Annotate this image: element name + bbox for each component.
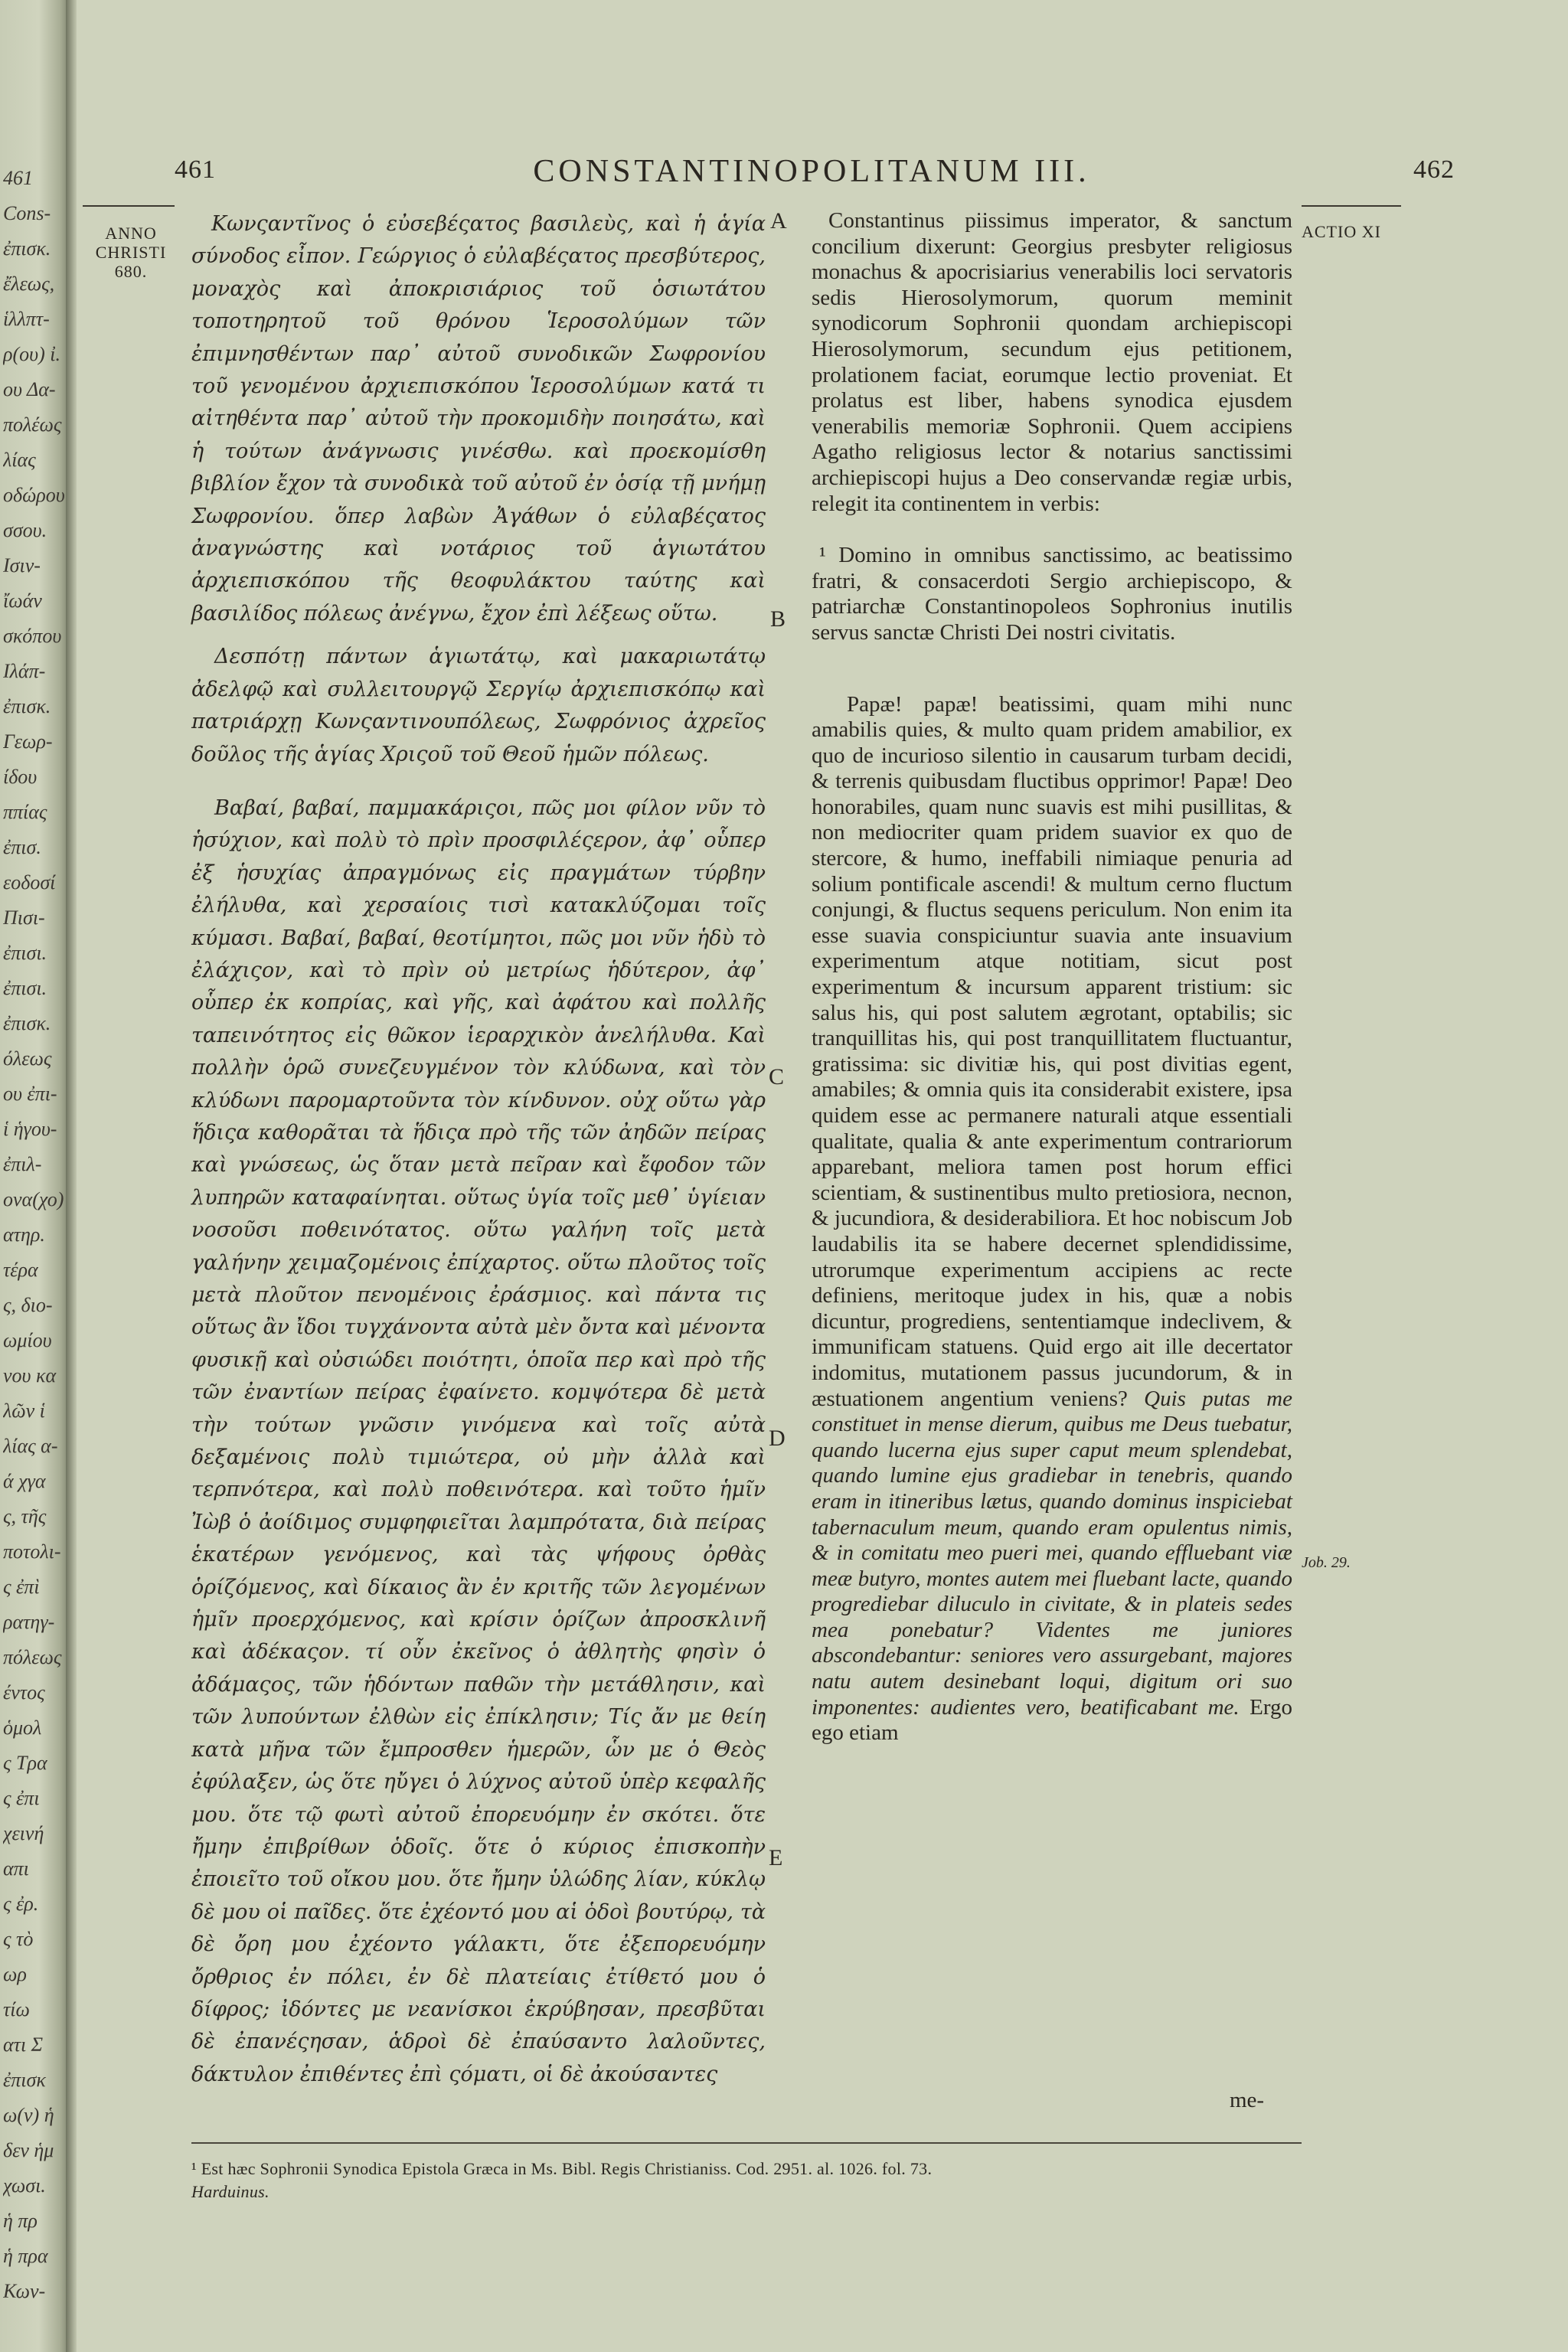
gutter-fragment: ίδου <box>3 766 38 788</box>
gutter-fragment: έντος <box>3 1681 45 1704</box>
latin-body-text: Papæ! papæ! beatissimi, quam mihi nunc amabilis quies, & multo quam pridem amabilior, ex quo de incurioso silentio in causarum turbam decidi, & terrenis quibusdam fluctibus opprimor! Papæ! Deo honorabiles, quam nunc suavis est mihi pusillitas, & non mediocriter quam pridem suavior ex quo de stercore, & humo, ineffabili nimiaque penuria ad solium pontificale ascendi! & multum cerno fluctum conjungi, & fluctus sequens periculum. Non enim ita esse suavia conspiciuntur suavia ante insuavium experimentum atque notitiam, sicut post experimentum & incursum apparent tristium: sic salus his, qui post salutem ægrotant, optabilis; sic tranquillitas his, qui post tranquillitatem fluctuantur, gratissima: sic divitiæ his, qui post divitias egent, amabiles; & omnia quis ita considerabit existere, ipsa quidem esse ac permanere naturali atque essentiali qualitate, qualia & ante experimentum contrariorum apparebant, meliora tamen post horum effici scientiam, & sustinentibus multo pretiosiora, necnon, & jucundiora, & desiderabiliora. Et hoc nobiscum Job laudabilis ita se habere decernet splendidissime, utrorumque experimentum accipiens ac recte definiens, meritoque judex in his, quæ a nobis dicuntur, progrediens, sententiamque indeclivem, & immunificam statuens. Quid ergo ait ille decertator indomitus, mutationem passus jucundorum, & in æstuationem angentium veniens? <box>812 691 1292 1411</box>
catchword: me- <box>1230 2088 1265 2112</box>
gutter-fragment: λίας α- <box>3 1435 58 1457</box>
gutter-fragment: ππίας <box>3 801 47 823</box>
gutter-fragment: πολέως <box>3 413 62 436</box>
section-mark-e: E <box>769 1845 783 1870</box>
gutter-fragment: Κων- <box>3 2280 46 2302</box>
latin-address-text: Domino in omnibus sanctissimo, ac beatissimo fratri, & consacerdoti Sergio archiepiscopo, & patriarchæ Constantinopoleos Sophronius inutilis servus sanctæ Christi Dei nostri civitatis. <box>812 543 1292 645</box>
gutter-fragment: Ισιν- <box>3 554 41 577</box>
gutter-fragment: ατι Σ <box>3 2034 44 2056</box>
gutter-fragment: τέρα <box>3 1259 38 1281</box>
gutter-fragment: ρατηγ- <box>3 1611 55 1633</box>
gutter-fragment: σκόπου <box>3 625 62 647</box>
anno-christi-note <box>86 224 176 281</box>
gutter-fragment: ἡ πρ <box>3 2210 38 2232</box>
greek-paragraph: Βαβαί, βαβαί, παμμακάριςοι, πῶς μοι φίλον νῦν τὸ ἡσύχιον, καὶ πολὺ τὸ πρὶν προσφιλέςερον, ἀφ᾽ οὗπερ ἐξ ἡσυχίας ἀπραγμόνως εἰς πραγμάτων τύρβην ἐλήλυθα, καὶ χερσαίοις τισὶ κατακλύζομαι τοῖς κύμασι. Βαβαί, βαβαί, θεοτίμητοι, πῶς μοι νῦν ἡδὺ τὸ ἐλάχιςον, καὶ τὸ πρὶν οὐ μετρίως ἡδύτερον, ἀφ᾽ οὗπερ ἐκ κοπρίας, καὶ γῆς, καὶ ἀφάτου καὶ πολλῆς ταπεινότητος εἰς θῶκον ἱεραρχικὸν ἀνελήλυθα. Καὶ πολλὴν ὁρῶ συνεζευγμένον τὸν κλύδωνα, καὶ τὸν κλύδωνι παρομαρτοῦντα τὸν κίνδυνον. οὐχ οὕτω γὰρ ἥδιςα καθορᾶται τὰ ἥδιςα πρὸ τῆς τῶν ἀηδῶν πείρας καὶ γνώσεως, ὡς ὅταν μετὰ πεῖραν καὶ ἔφοδον τῶν λυπηρῶν καταφαίνηται. οὕτως ὑγία τοῖς μεθ᾽ ὑγίειαν νοσοῦσι ποθεινότατος. οὕτω γαλήνη τοῖς μετὰ γαλήνην χειμαζομένοις ἐπίχαρτος. οὕτω πλοῦτος τοῖς μετὰ πλοῦτον πενομένοις ἐράσμιος. καὶ πάντα τις οὕτως ἂν ἴδοι τυγχάνοντα αὐτὰ μὲν ὄντα καὶ μένοντα φυσικῇ καὶ οὐσιώδει ποιότητι, ὁποῖα περ καὶ πρὸ τῆς τῶν ἐναντίων πείρας ἐφαίνετο. κομψότερα δὲ μετὰ τὴν τούτων γνῶσιν γινόμενα καὶ τοῖς αὐτὰ δεξαμένοις πολὺ τιμιώτερα, οὐ μὴν ἀλλὰ καὶ τερπνότερα, καὶ πολὺ ποθεινότερα. καὶ τοῦτο ἡμῖν Ἰὼβ ὁ ἀοίδιμος συμφηφιεῖται λαμπρότατα, διὰ πείρας ἑκατέρων γενόμενος, καὶ τὰς ψήφους ὀρθὰς ὁρίζόμενος, καὶ δίκαιος ἂν ἐν κριτῆς τῶν λεγομένων ἡμῖν προερχόμενος, καὶ κρίσιν ὁρίζων ἀπροσκλινῆ καὶ ἀδέκαςον. τί οὖν ἐκεῖνος ὁ ἀθλητὴς φησὶν ὁ ἀδάμαςος, τῶν ἡδόντων παθῶν τὴν μετάθλησιν, καὶ τῶν λυπούντων ἐλθὼν εἰς ἐπίκλησιν; Τίς ἄν με θείη κατὰ μῆνα τῶν ἔμπροσθεν ἡμερῶν, ὧν με ὁ Θεὸς ἐφύλαξεν, ὡς ὅτε ηὔγει ὁ λύχνος αὐτοῦ ὑπὲρ κεφαλῆς μου. ὅτε τῷ φωτὶ αὐτοῦ ἐπορευόμην ἐν σκότει. ὅτε ἤμην ἐπιβρίθων ὁδοῖς. ὅτε ὁ κύριος ἐπισκοπὴν ἐποιεῖτο τοῦ οἴκου μου. ὅτε ἤμην ὑλώδης λίαν, κύκλῳ δὲ μου οἱ παῖδες. ὅτε ἐχέοντό μου αἱ ὁδοὶ βουτύρῳ, τὰ δὲ ὄρη μου ἐχέοντο γάλακτι, ὅτε ἐξεπορευόμην ὄρθριος ἐν πόλει, ἐν δὲ πλατείαις ἐτίθετό μου ὁ δίφρος; ἰδόντες με νεανίσκοι ἐκρύβησαν, πρεσβῦται δὲ ἐπανέςησαν, ἁδροὶ δὲ ἐπαύσαντο λαλοῦντες, δάκτυλον ἐπιθέντες ἐπὶ ςόματι, οἱ δὲ ἀκούσαντες <box>191 795 766 2086</box>
running-title: CONSTANTINOPOLITANUM III. <box>533 154 1090 189</box>
biblical-reference: Job. 29. <box>1302 1554 1351 1571</box>
greek-paragraph: Κωνςαντῖνος ὁ εὐσεβέςατος βασιλεὺς, καὶ ἡ ἁγία σύνοδος εἶπον. Γεώργιος ὁ εὐλαβέςατος πρεσβύτερος, μοναχὸς καὶ ἀποκρισιάριος τοῦ ὁσιωτάτου τοποτηρητοῦ τοῦ θρόνου Ἱεροσολύμων τῶν ἐπιμνησθέντων παρ᾽ αὐτοῦ συνοδικῶν Σωφρονίου τοῦ γενομένου ἀρχιεπισκόπου Ἱεροσολύμων κατά τι αἰτηθέντα παρ᾽ αὐτοῦ τὴν προκομιδὴν ποιησάτω, καὶ ἡ τούτων ἀνάγνωσις γινέσθω. καὶ προεκομίσθη βιβλίον ἔχον τὰ συνοδικὰ τοῦ αὐτοῦ ἐν ὁσίᾳ τῇ μνήμῃ Σωφρονίου. ὅπερ λαβὼν Ἀγάθων ὁ εὐλαβέςατος ἀναγνώστης καὶ νοτάριος τοῦ ἁγιωτάτου ἀρχιεπισκόπου τῆς θεοφυλάκτου ταύτης καὶ βασιλίδος πόλεως ἀνέγνω, ἔχον ἐπὶ λέξεως οὕτω. <box>191 212 766 626</box>
section-mark-c: C <box>769 1064 785 1089</box>
gutter-fragment: ἐπισι. <box>3 977 47 999</box>
section-mark-d: D <box>769 1426 786 1451</box>
gutter-fragment: ἱ ἡγου- <box>3 1118 57 1140</box>
gutter-fragment: ὁμολ <box>3 1717 42 1739</box>
anno-line: ANNO <box>105 224 157 243</box>
gutter-fragment: οδώρου <box>3 484 65 506</box>
gutter-fragment: ς ἐρ. <box>3 1893 39 1915</box>
gutter-fragment: πόλεως <box>3 1646 62 1668</box>
gutter-fragment: Ιλάπ- <box>3 660 46 682</box>
gutter-fragment: ἐπισκ <box>3 2069 46 2091</box>
gutter-fragment: ἐπισι. <box>3 942 47 964</box>
gutter-fragment: ἐπισκ. <box>3 1012 51 1034</box>
gutter-fragment: ἐπισκ. <box>3 695 51 717</box>
anno-line: CHRISTI <box>95 243 167 262</box>
latin-address <box>812 543 1292 645</box>
gutter-fragment: ου Δα- <box>3 378 56 400</box>
gutter-fragment: ἐπισκ. <box>3 237 51 260</box>
gutter-fragment: ἴωάν <box>3 590 42 612</box>
gutter-fragment: ρ(ου) ἰ. <box>3 343 60 365</box>
latin-paragraph: Constantinus piissimus imperator, & sanctum concilium dixerunt: Georgius presbyter religiosus monachus & apocrisiarius venerabilis loci servatoris sedis Hierosolymorum, quorum meminit synodicorum Sophronii quondam archiepiscopi Hierosolymorum, secundum ejus petitionem, prolationem faciat, eorumque lectio proveniat. Et prolatus est liber, habens synodica ejusdem venerabilis memoriæ Sophronii. Quem accipiens Agatho religiosus lector & notarius sanctissimi archiepiscopi hujus a Deo conservandæ regiæ urbis, relegit ita continentem in verbis: <box>812 208 1292 516</box>
gutter-fragment: χεινή <box>3 1822 44 1844</box>
gutter-fragment: εοδοσί <box>3 871 56 893</box>
gutter-fragment: Γεωρ- <box>3 730 53 753</box>
gutter-fragment: δεν ἡμ <box>3 2139 54 2161</box>
gutter-fragment: ποτολι- <box>3 1540 61 1563</box>
page-number-left: 461 <box>175 155 216 184</box>
gutter-fragment: σσου. <box>3 519 47 541</box>
footnote <box>191 2158 1302 2203</box>
latin-paragraph <box>812 692 1292 1746</box>
gutter-fragment: ἱλλπτ- <box>3 308 50 330</box>
gutter-fragment: ἔλεως, <box>3 273 55 295</box>
gutter-fragment: ς ἐπὶ <box>3 1576 40 1598</box>
anno-rule <box>83 205 175 207</box>
running-head <box>168 152 1470 201</box>
footnote-text: ¹ Est hæc Sophronii Synodica Epistola Græca in Ms. Bibl. Regis Christianiss. Cod. 2951. al. 1026. fol. 73. <box>191 2159 933 2178</box>
gutter-fragment: ω(ν) ἡ <box>3 2104 54 2126</box>
gutter-fragment: νου κα <box>3 1364 57 1387</box>
gutter-fragment: ά χγα <box>3 1470 46 1492</box>
binding-shadow <box>66 0 77 2352</box>
gutter-fragment: ωρ <box>3 1963 27 1985</box>
anno-line: 680. <box>114 262 148 281</box>
footnote-rule <box>191 2142 1302 2144</box>
greek-column <box>191 208 766 2091</box>
latin-column <box>812 208 1292 1746</box>
gutter-fragment: λίας <box>3 449 36 471</box>
gutter-fragment: όλεως <box>3 1047 52 1070</box>
actio-rule <box>1302 205 1401 207</box>
section-mark-a: A <box>770 208 787 234</box>
previous-page-gutter <box>0 0 70 2352</box>
latin-job-quote: Quis putas me constituet in mense dierum, quibus me Deus tuebatur, quando lucerna ejus super caput meum splendebat, quando lumine ejus gradiebar in tenebris, quando eram in itineribus lætus, quando dominus inspiciebat tabernaculum meum, quando eram opulentus nimis, & in comitatu meo pueri mei, quando effluebant viæ meæ butyro, montes autem mei fluebant lacte, quando progrediebar diluculo in civitate, & in plateis sedes mea ponebatur? Videntes me juniores abscondebantur: seniores vero assurgebant, majores natu autem desinebant loqui, digitum ori suo imponentes: audientes vero, beatificabant me. <box>812 1386 1292 1720</box>
gutter-fragment: ς, διο- <box>3 1294 53 1316</box>
gutter-fragment: ωμίου <box>3 1329 52 1351</box>
gutter-fragment: ς ἐπι <box>3 1787 40 1809</box>
gutter-fragment: ἡ πρα <box>3 2245 48 2267</box>
gutter-fragment: ς τὸ <box>3 1928 34 1950</box>
gutter-fragment: ς Τρα <box>3 1752 47 1774</box>
gutter-fragment: ου ἐπι- <box>3 1083 57 1105</box>
gutter-fragment: 461 <box>3 167 33 189</box>
gutter-fragment: ἐπιλ- <box>3 1153 42 1175</box>
gutter-fragment: απι <box>3 1857 29 1880</box>
gutter-fragment: ς, τῆς <box>3 1505 47 1527</box>
gutter-fragment: ατηρ. <box>3 1223 45 1246</box>
section-mark-b: B <box>770 606 786 632</box>
gutter-fragment: Cons- <box>3 202 51 224</box>
actio-note: ACTIO XI <box>1302 222 1381 241</box>
latin-body-end: Ergo ego etiam <box>812 1694 1293 1746</box>
gutter-fragment: ονα(χο) <box>3 1188 64 1210</box>
footnote-mark: ¹ <box>819 543 826 568</box>
gutter-fragment: Πισι- <box>3 906 45 929</box>
gutter-fragment: ἐπισ. <box>3 836 41 858</box>
gutter-fragment: χωσι. <box>3 2174 46 2197</box>
greek-paragraph: Δεσπότῃ πάντων ἁγιωτάτῳ, καὶ μακαριωτάτῳ ἀδελφῷ καὶ συλλειτουργῷ Σεργίῳ ἀρχιεπισκόπῳ καὶ πατριάρχῃ Κωνςαντινουπόλεως, Σωφρόνιος ἀχρεῖος δοῦλος τῆς ἁγίας Χριςοῦ τοῦ Θεοῦ ἡμῶν πόλεως. <box>191 645 766 766</box>
gutter-fragment: λῶν ἱ <box>3 1400 45 1422</box>
footnote-signature: Harduinus. <box>191 2182 270 2201</box>
page-number-right: 462 <box>1413 155 1455 184</box>
gutter-fragment: τίω <box>3 1998 30 2020</box>
